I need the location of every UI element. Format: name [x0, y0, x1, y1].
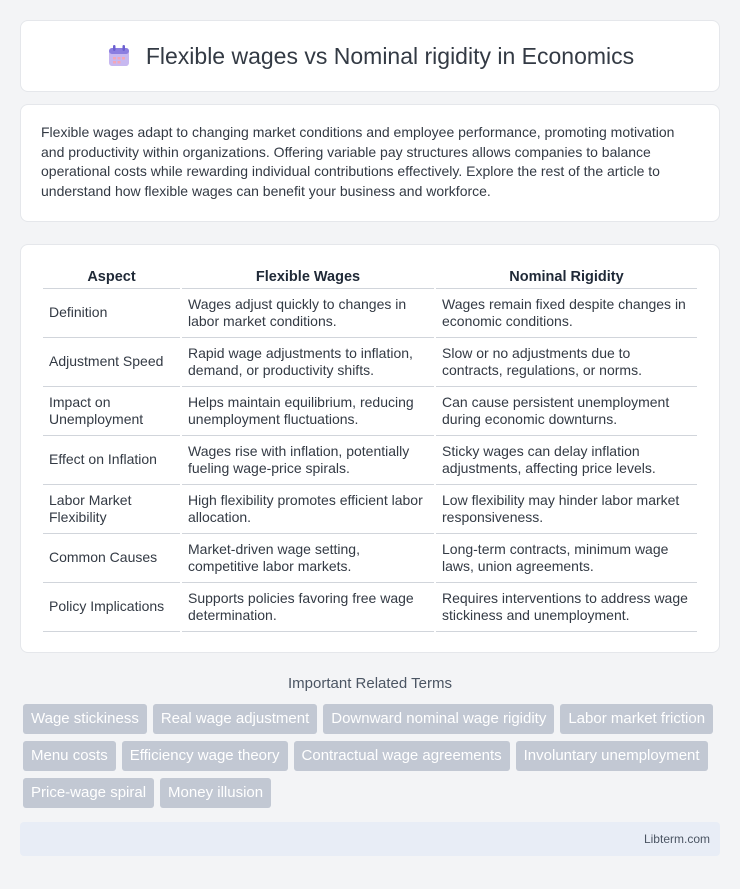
- related-terms-heading: Important Related Terms: [288, 675, 452, 692]
- table-cell-rigidity: Sticky wages can delay inflation adjustments, affecting price levels.: [436, 436, 697, 485]
- table-row: [43, 387, 697, 436]
- table-row: [43, 583, 697, 632]
- column-header-nominal-rigidity: Nominal Rigidity: [436, 265, 697, 289]
- related-term-tag[interactable]: Wage stickiness: [23, 704, 147, 734]
- table-row: [43, 338, 697, 387]
- page-title: Flexible wages vs Nominal rigidity in Economics: [145, 42, 635, 69]
- calendar-icon: [106, 43, 132, 69]
- related-term-tag[interactable]: Menu costs: [23, 741, 116, 771]
- table-cell-flexible: High flexibility promotes efficient labor allocation.: [182, 485, 434, 534]
- related-term-tag[interactable]: Money illusion: [160, 778, 271, 808]
- table-cell-aspect: Common Causes: [43, 534, 180, 583]
- table-cell-rigidity: Slow or no adjustments due to contracts, regulations, or norms.: [436, 338, 697, 387]
- column-header-aspect: Aspect: [43, 265, 180, 289]
- footer: [20, 822, 720, 856]
- table-cell-flexible: Helps maintain equilibrium, reducing unemployment fluctuations.: [182, 387, 434, 436]
- related-term-tag[interactable]: Efficiency wage theory: [122, 741, 288, 771]
- table-row: [43, 485, 697, 534]
- table-cell-aspect: Definition: [43, 289, 180, 338]
- intro-paragraph: Flexible wages adapt to changing market conditions and employee performance, promoting motivation and productivity within organizations. Offering variable pay structures allows companies to balance operational costs while rewarding individual contributions effectively. Explore the rest of the article to understand how flexible wages can benefit your business and workforce.: [41, 124, 675, 199]
- related-term-tag[interactable]: Involuntary unemployment: [516, 741, 708, 771]
- table-cell-aspect: Policy Implications: [43, 583, 180, 632]
- table-row: [43, 436, 697, 485]
- comparison-table-card: [20, 244, 720, 653]
- table-cell-aspect: Labor Market Flexibility: [43, 485, 180, 534]
- intro-card: [20, 104, 720, 222]
- table-cell-rigidity: Wages remain fixed despite changes in economic conditions.: [436, 289, 697, 338]
- table-cell-rigidity: Can cause persistent unemployment during economic downturns.: [436, 387, 697, 436]
- comparison-table: [41, 265, 699, 632]
- related-term-tag[interactable]: Price-wage spiral: [23, 778, 154, 808]
- related-terms-tags: [20, 704, 720, 808]
- table-cell-aspect: Effect on Inflation: [43, 436, 180, 485]
- table-header-row: [43, 265, 697, 289]
- table-row: [43, 289, 697, 338]
- related-term-tag[interactable]: Contractual wage agreements: [294, 741, 510, 771]
- table-cell-rigidity: Low flexibility may hinder labor market responsiveness.: [436, 485, 697, 534]
- table-cell-aspect: Adjustment Speed: [43, 338, 180, 387]
- table-cell-rigidity: Requires interventions to address wage stickiness and unemployment.: [436, 583, 697, 632]
- table-cell-aspect: Impact on Unemployment: [43, 387, 180, 436]
- table-row: [43, 534, 697, 583]
- table-cell-flexible: Rapid wage adjustments to inflation, demand, or productivity shifts.: [182, 338, 434, 387]
- related-term-tag[interactable]: Real wage adjustment: [153, 704, 317, 734]
- title-card: [20, 20, 720, 92]
- table-cell-rigidity: Long-term contracts, minimum wage laws, union agreements.: [436, 534, 697, 583]
- related-term-tag[interactable]: Labor market friction: [560, 704, 713, 734]
- table-cell-flexible: Market-driven wage setting, competitive labor markets.: [182, 534, 434, 583]
- table-cell-flexible: Wages rise with inflation, potentially fueling wage-price spirals.: [182, 436, 434, 485]
- column-header-flexible-wages: Flexible Wages: [182, 265, 434, 289]
- related-term-tag[interactable]: Downward nominal wage rigidity: [323, 704, 554, 734]
- table-cell-flexible: Wages adjust quickly to changes in labor market conditions.: [182, 289, 434, 338]
- related-terms-section: [20, 675, 720, 808]
- footer-site-link[interactable]: Libterm.com: [643, 832, 710, 846]
- table-cell-flexible: Supports policies favoring free wage determination.: [182, 583, 434, 632]
